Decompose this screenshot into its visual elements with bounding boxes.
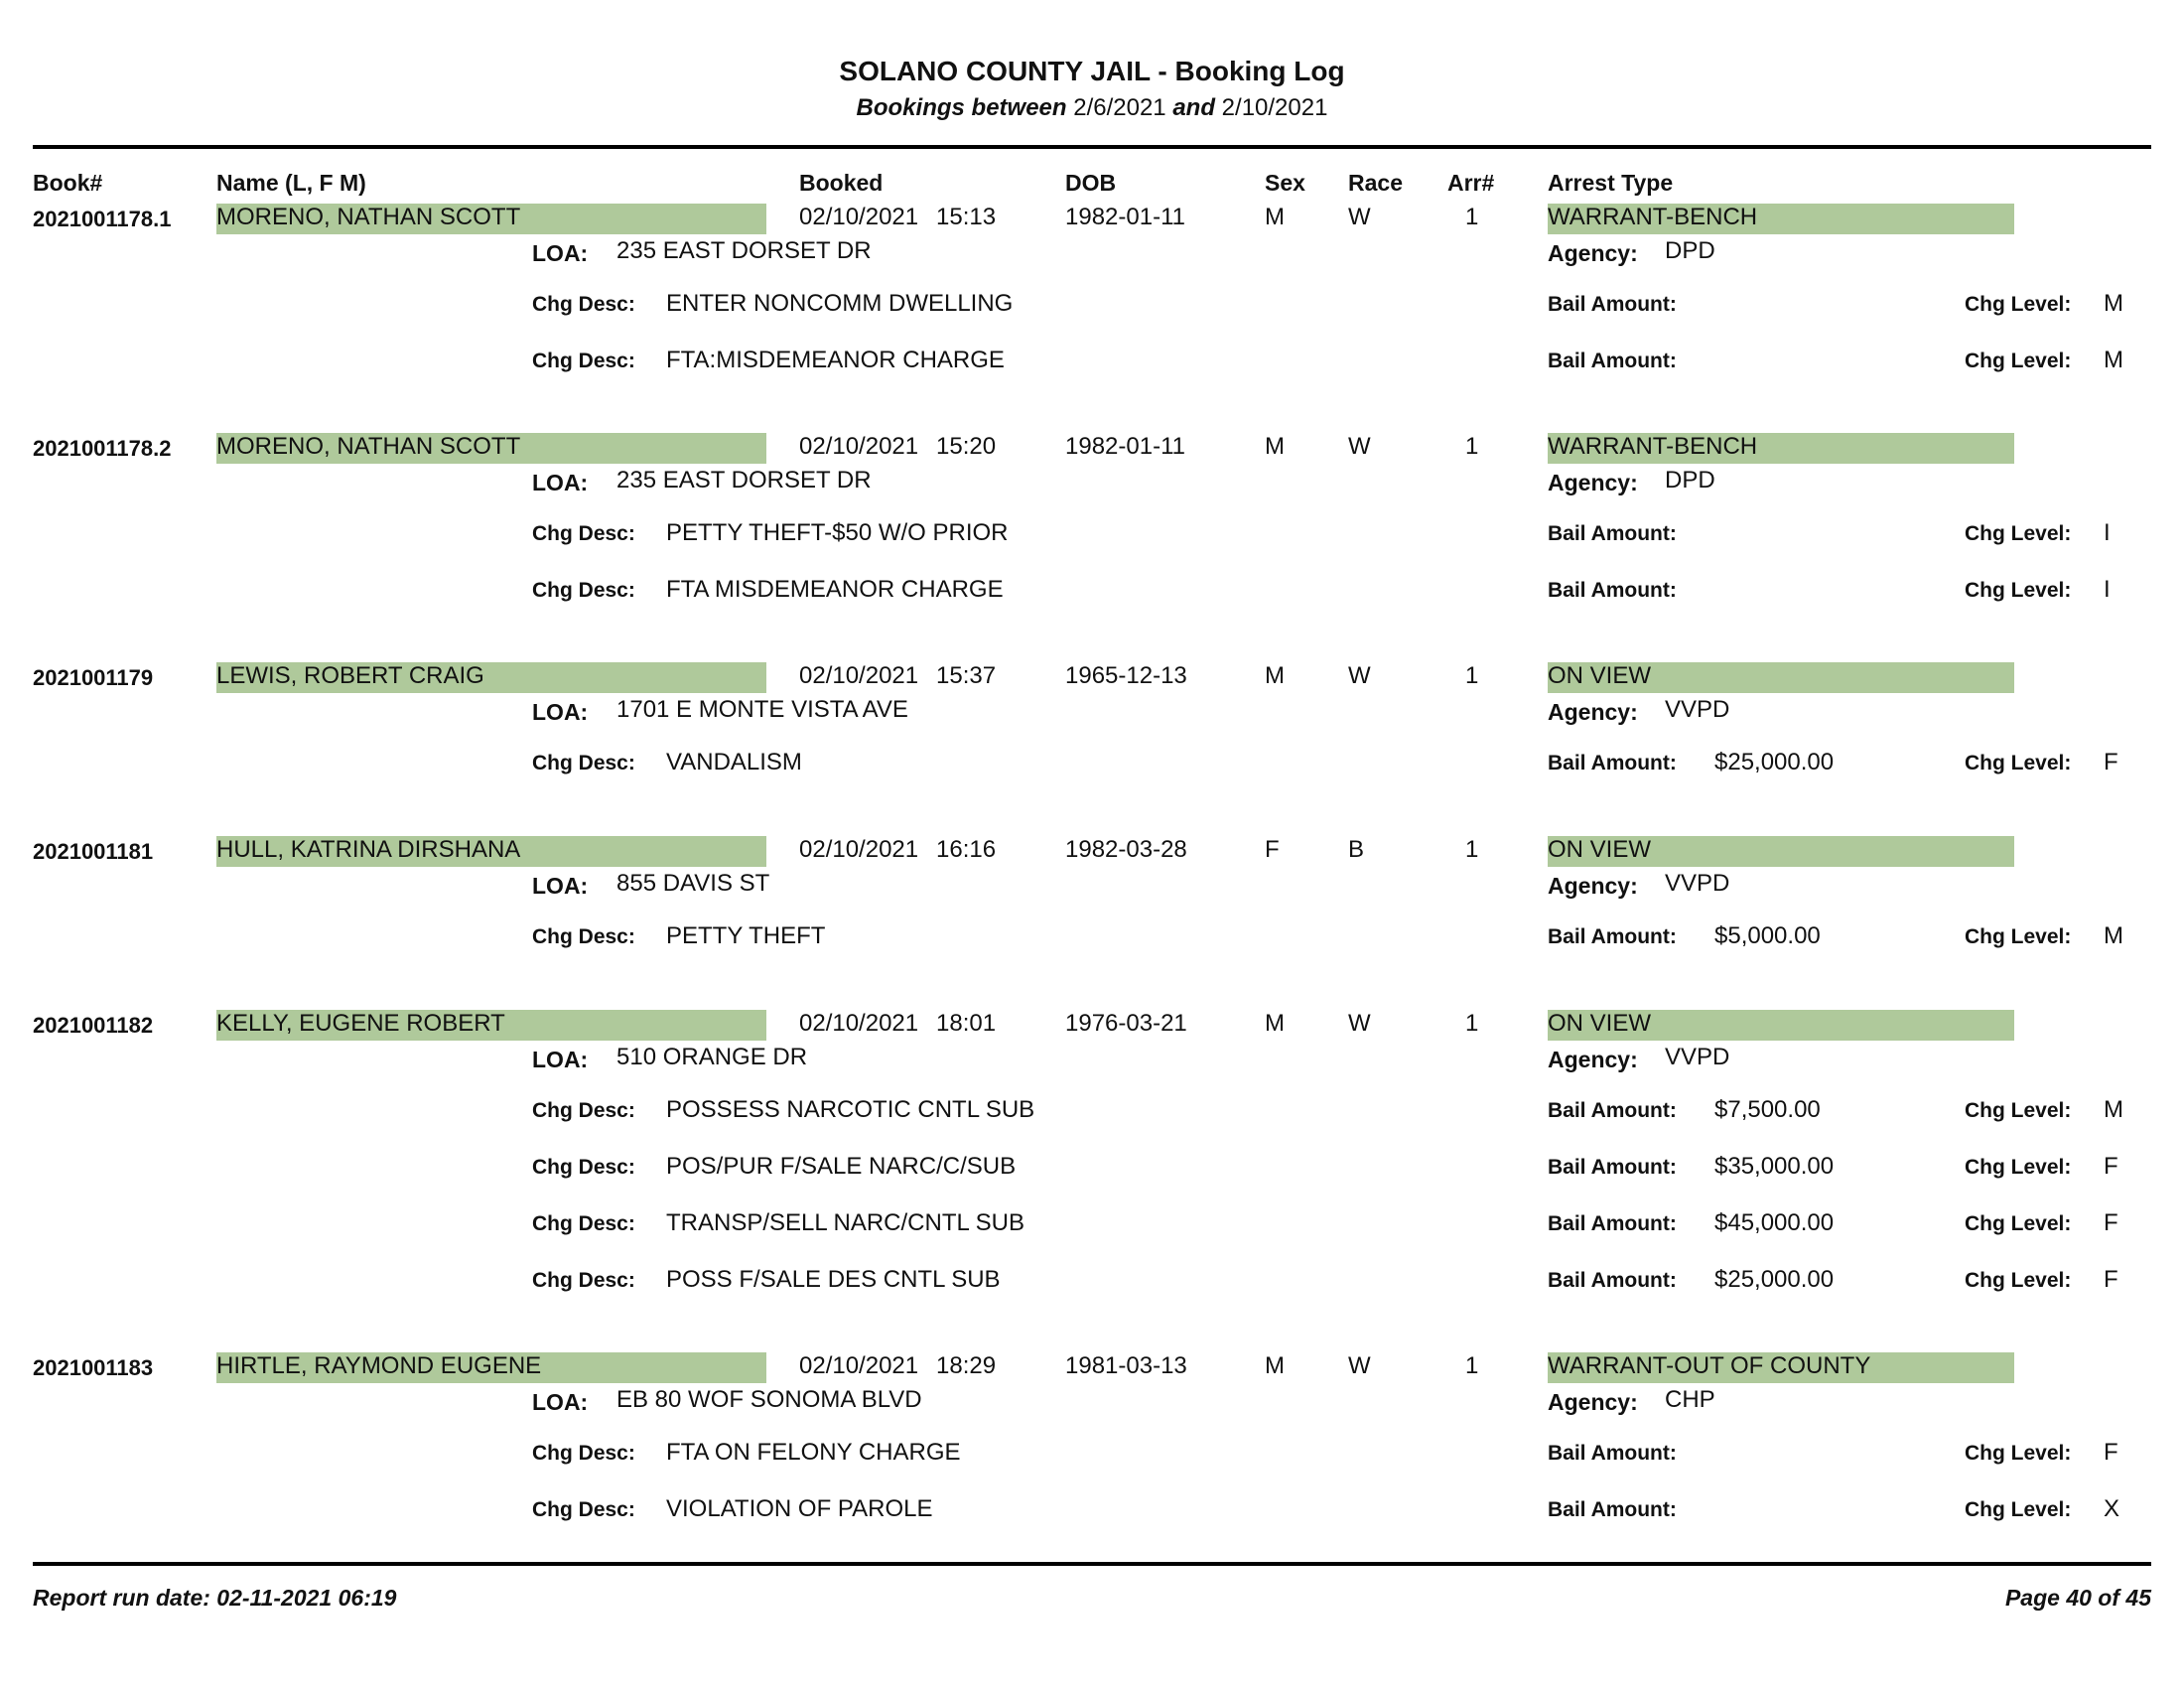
booked-date: 02/10/2021	[799, 1352, 919, 1379]
agency-value: VVPD	[1665, 1044, 1730, 1070]
arrest-type: ON VIEW	[1548, 836, 2014, 867]
inmate-name: MORENO, NATHAN SCOTT	[216, 433, 766, 464]
charge-level-label: Chg Level:	[1965, 1156, 2072, 1179]
loa-value: EB 80 WOF SONOMA BLVD	[616, 1386, 922, 1413]
booked-date: 02/10/2021	[799, 433, 919, 460]
race-value: W	[1348, 1010, 1371, 1037]
subtitle-and: and	[1172, 94, 1215, 121]
bail-amount-label: Bail Amount:	[1548, 350, 1677, 372]
booked-time: 15:37	[936, 662, 997, 689]
charge-level: F	[2104, 749, 2118, 775]
charge-level-label: Chg Level:	[1965, 579, 2072, 602]
charge-level: M	[2104, 1096, 2123, 1123]
footer-divider	[33, 1562, 2151, 1566]
charge-level: M	[2104, 922, 2123, 949]
booking-number: 2021001183	[33, 1355, 154, 1380]
charge-description: FTA MISDEMEANOR CHARGE	[666, 576, 1004, 603]
agency-value: VVPD	[1665, 696, 1730, 723]
booked-time: 16:16	[936, 836, 997, 863]
date-from: 2/6/2021	[1073, 94, 1166, 121]
booking-number: 2021001178.1	[33, 207, 172, 231]
booking-number: 2021001179	[33, 665, 154, 690]
charge-desc-label: Chg Desc:	[532, 925, 635, 948]
loa-label: LOA:	[532, 1389, 589, 1415]
charge-level-label: Chg Level:	[1965, 752, 2072, 774]
race-value: B	[1348, 836, 1365, 863]
col-header-sex: Sex	[1265, 170, 1305, 196]
booking-number: 2021001182	[33, 1013, 154, 1038]
charge-desc-label: Chg Desc:	[532, 1269, 635, 1292]
bail-amount-label: Bail Amount:	[1548, 1498, 1677, 1521]
col-header-book: Book#	[33, 170, 103, 196]
agency-value: VVPD	[1665, 870, 1730, 897]
loa-value: 855 DAVIS ST	[616, 870, 770, 897]
inmate-name: MORENO, NATHAN SCOTT	[216, 204, 766, 234]
charge-description: POSSESS NARCOTIC CNTL SUB	[666, 1096, 1035, 1123]
charge-level-label: Chg Level:	[1965, 1498, 2072, 1521]
booked-time: 15:13	[936, 204, 997, 230]
charge-desc-label: Chg Desc:	[532, 579, 635, 602]
charge-description: PETTY THEFT	[666, 922, 826, 949]
bail-amount-label: Bail Amount:	[1548, 925, 1677, 948]
charge-level: F	[2104, 1439, 2118, 1466]
booking-number: 2021001181	[33, 839, 154, 864]
charge-level: F	[2104, 1209, 2118, 1236]
date-of-birth: 1965-12-13	[1065, 662, 1187, 689]
bail-amount: $45,000.00	[1714, 1209, 1835, 1236]
charge-desc-label: Chg Desc:	[532, 522, 635, 545]
col-header-dob: DOB	[1065, 170, 1117, 196]
bail-amount: $25,000.00	[1714, 1266, 1835, 1293]
bail-amount-label: Bail Amount:	[1548, 752, 1677, 774]
report-run-date: Report run date: 02-11-2021 06:19	[33, 1585, 397, 1611]
date-to: 2/10/2021	[1221, 94, 1328, 121]
race-value: W	[1348, 433, 1371, 460]
report-title: SOLANO COUNTY JAIL - Booking Log	[839, 56, 1345, 86]
loa-label: LOA:	[532, 873, 589, 899]
col-header-name: Name (L, F M)	[216, 170, 366, 196]
loa-value: 235 EAST DORSET DR	[616, 237, 872, 264]
loa-value: 235 EAST DORSET DR	[616, 467, 872, 493]
agency-label: Agency:	[1548, 873, 1638, 899]
agency-label: Agency:	[1548, 699, 1638, 725]
sex-value: M	[1265, 204, 1285, 230]
agency-label: Agency:	[1548, 470, 1638, 495]
bail-amount-label: Bail Amount:	[1548, 1156, 1677, 1179]
arrest-number: 1	[1465, 836, 1479, 863]
booked-date: 02/10/2021	[799, 204, 919, 230]
arrest-type: WARRANT-BENCH	[1548, 204, 2014, 234]
loa-label: LOA:	[532, 1047, 589, 1072]
booked-time: 15:20	[936, 433, 997, 460]
charge-description: POSS F/SALE DES CNTL SUB	[666, 1266, 1001, 1293]
charge-level-label: Chg Level:	[1965, 925, 2072, 948]
arrest-type: ON VIEW	[1548, 1010, 2014, 1041]
date-of-birth: 1982-03-28	[1065, 836, 1187, 863]
arrest-number: 1	[1465, 1010, 1479, 1037]
bail-amount: $7,500.00	[1714, 1096, 1821, 1123]
arrest-type: WARRANT-BENCH	[1548, 433, 2014, 464]
date-of-birth: 1976-03-21	[1065, 1010, 1187, 1037]
race-value: W	[1348, 1352, 1371, 1379]
booked-date: 02/10/2021	[799, 662, 919, 689]
booking-number: 2021001178.2	[33, 436, 172, 461]
col-header-race: Race	[1348, 170, 1403, 196]
charge-level-label: Chg Level:	[1965, 1099, 2072, 1122]
report-subtitle	[0, 94, 2184, 122]
charge-desc-label: Chg Desc:	[532, 1442, 635, 1465]
charge-desc-label: Chg Desc:	[532, 1212, 635, 1235]
charge-level-label: Chg Level:	[1965, 350, 2072, 372]
charge-level: M	[2104, 290, 2123, 317]
charge-desc-label: Chg Desc:	[532, 1156, 635, 1179]
loa-label: LOA:	[532, 240, 589, 266]
arrest-type: WARRANT-OUT OF COUNTY	[1548, 1352, 2014, 1383]
agency-label: Agency:	[1548, 240, 1638, 266]
bail-amount-label: Bail Amount:	[1548, 1269, 1677, 1292]
sex-value: M	[1265, 662, 1285, 689]
charge-description: VANDALISM	[666, 749, 802, 775]
date-of-birth: 1982-01-11	[1065, 433, 1185, 460]
arrest-type: ON VIEW	[1548, 662, 2014, 693]
charge-level-label: Chg Level:	[1965, 1442, 2072, 1465]
bail-amount-label: Bail Amount:	[1548, 579, 1677, 602]
charge-desc-label: Chg Desc:	[532, 752, 635, 774]
loa-value: 1701 E MONTE VISTA AVE	[616, 696, 908, 723]
race-value: W	[1348, 662, 1371, 689]
bail-amount: $5,000.00	[1714, 922, 1821, 949]
charge-level: F	[2104, 1266, 2118, 1293]
charge-level: M	[2104, 347, 2123, 373]
page-number: Page 40 of 45	[2004, 1585, 2151, 1611]
loa-label: LOA:	[532, 699, 589, 725]
charge-level-label: Chg Level:	[1965, 293, 2072, 316]
agency-label: Agency:	[1548, 1047, 1638, 1072]
charge-desc-label: Chg Desc:	[532, 1099, 635, 1122]
header-divider	[33, 145, 2151, 149]
bail-amount: $25,000.00	[1714, 749, 1835, 775]
charge-description: VIOLATION OF PAROLE	[666, 1495, 933, 1522]
booked-date: 02/10/2021	[799, 1010, 919, 1037]
arrest-number: 1	[1465, 433, 1479, 460]
bail-amount-label: Bail Amount:	[1548, 1442, 1677, 1465]
charge-description: FTA:MISDEMEANOR CHARGE	[666, 347, 1005, 373]
charge-description: POS/PUR F/SALE NARC/C/SUB	[666, 1153, 1017, 1180]
loa-label: LOA:	[532, 470, 589, 495]
booked-date: 02/10/2021	[799, 836, 919, 863]
charge-level: I	[2104, 576, 2111, 603]
sex-value: F	[1265, 836, 1280, 863]
charge-desc-label: Chg Desc:	[532, 350, 635, 372]
arrest-number: 1	[1465, 1352, 1479, 1379]
charge-level: X	[2104, 1495, 2120, 1522]
booked-time: 18:01	[936, 1010, 997, 1037]
race-value: W	[1348, 204, 1371, 230]
inmate-name: HULL, KATRINA DIRSHANA	[216, 836, 766, 867]
inmate-name: HIRTLE, RAYMOND EUGENE	[216, 1352, 766, 1383]
charge-description: FTA ON FELONY CHARGE	[666, 1439, 961, 1466]
inmate-name: KELLY, EUGENE ROBERT	[216, 1010, 766, 1041]
agency-label: Agency:	[1548, 1389, 1638, 1415]
charge-level: F	[2104, 1153, 2118, 1180]
charge-level: I	[2104, 519, 2111, 546]
bail-amount-label: Bail Amount:	[1548, 293, 1677, 316]
charge-level-label: Chg Level:	[1965, 522, 2072, 545]
bail-amount-label: Bail Amount:	[1548, 1212, 1677, 1235]
charge-description: TRANSP/SELL NARC/CNTL SUB	[666, 1209, 1024, 1236]
charge-level-label: Chg Level:	[1965, 1212, 2072, 1235]
col-header-arr: Arr#	[1447, 170, 1495, 196]
col-header-booked: Booked	[799, 170, 884, 196]
arrest-number: 1	[1465, 204, 1479, 230]
charge-level-label: Chg Level:	[1965, 1269, 2072, 1292]
agency-value: CHP	[1665, 1386, 1715, 1413]
bail-amount: $35,000.00	[1714, 1153, 1835, 1180]
bail-amount-label: Bail Amount:	[1548, 522, 1677, 545]
charge-desc-label: Chg Desc:	[532, 293, 635, 316]
sex-value: M	[1265, 1010, 1285, 1037]
agency-value: DPD	[1665, 237, 1715, 264]
sex-value: M	[1265, 433, 1285, 460]
date-of-birth: 1982-01-11	[1065, 204, 1185, 230]
bail-amount-label: Bail Amount:	[1548, 1099, 1677, 1122]
loa-value: 510 ORANGE DR	[616, 1044, 808, 1070]
date-of-birth: 1981-03-13	[1065, 1352, 1187, 1379]
charge-desc-label: Chg Desc:	[532, 1498, 635, 1521]
booked-time: 18:29	[936, 1352, 997, 1379]
charge-description: PETTY THEFT-$50 W/O PRIOR	[666, 519, 1009, 546]
arrest-number: 1	[1465, 662, 1479, 689]
agency-value: DPD	[1665, 467, 1715, 493]
inmate-name: LEWIS, ROBERT CRAIG	[216, 662, 766, 693]
col-header-arrest-type: Arrest Type	[1548, 170, 1674, 196]
sex-value: M	[1265, 1352, 1285, 1379]
subtitle-prefix: Bookings between	[856, 94, 1067, 121]
charge-description: ENTER NONCOMM DWELLING	[666, 290, 1014, 317]
